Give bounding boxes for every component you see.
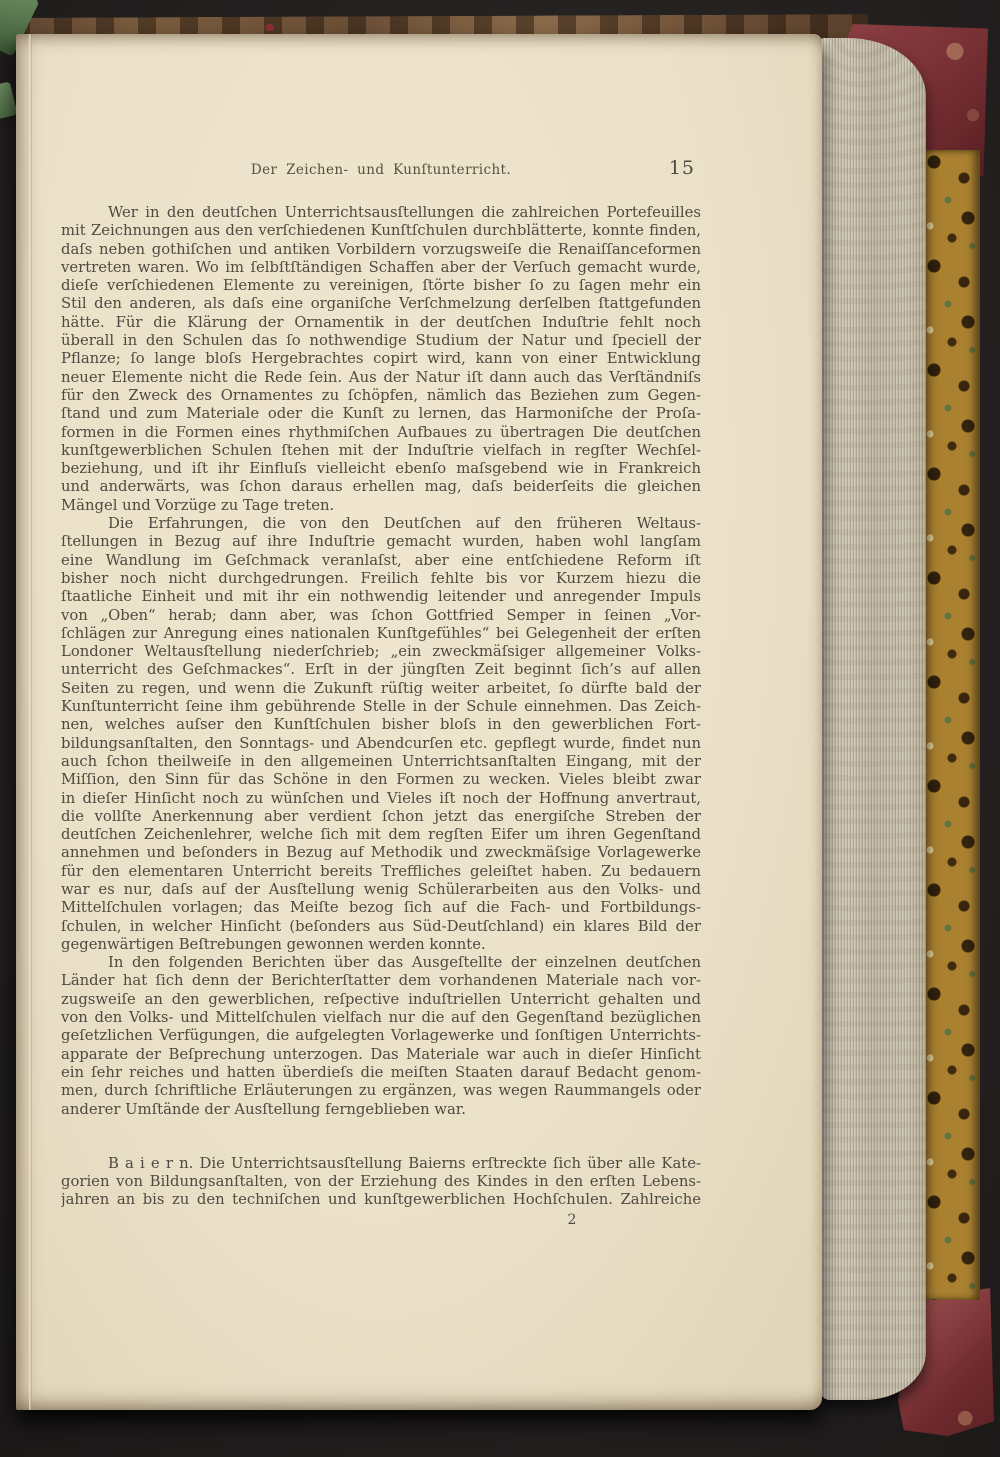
- text-line: deutſchen Zeichenlehrer, welche ſich mit dem regſten Eifer um ihren Gegenſtand: [61, 826, 701, 844]
- text-line: annehmen und beſonders in Bezug auf Methodik und zweckmäſsige Vorlagewerke: [61, 844, 701, 862]
- text-line: Seiten zu regen, und wenn die Zukunft rüſtig weiter arbeitet, ſo dürfte bald der: [61, 679, 701, 697]
- text-line: Londoner Weltausſtellung niederſchrieb; „ein zweckmäſsiger allgemeiner Volks-: [61, 643, 701, 661]
- marbled-cover-edge: [922, 150, 980, 1300]
- text-line: auch ſchon theilweiſe in den allgemeinen Unterrichtsanſtalten Eingang, mit der: [61, 752, 701, 770]
- text-line: war es nur, daſs auf der Ausſtellung wenig Schülerarbeiten aus den Volks- und: [61, 880, 701, 898]
- text-line: jahren an bis zu den techniſchen und kunſtgewerblichen Hochſchulen. Zahlreiche: [61, 1191, 701, 1209]
- text-line: Mittelſchulen vorlagen; das Meiſte bezog ſich auf die Fach- und Fortbildungs-: [61, 899, 701, 917]
- signature-mark: 2: [567, 1212, 577, 1228]
- text-line: bildungsanſtalten, den Sonntags- und Abendcurſen etc. gepflegt wurde, findet nun: [61, 734, 701, 752]
- text-line: bisher noch nicht durchgedrungen. Freilich fehlte bis vor Kurzem hiezu die: [61, 569, 701, 587]
- text-line: ſchlägen zur Anregung eines nationalen Kunſtgefühles“ bei Gelegenheit der erſten: [61, 624, 701, 642]
- text-line: geſetzlichen Verfügungen, die aufgelegten Vorlagewerke und ſonſtigen Unterrichts-: [61, 1027, 701, 1045]
- text-line: ſtaatliche Einheit und mit ihr ein nothwendig leitender und anregender Impuls: [61, 588, 701, 606]
- text-line: zugsweiſe an den gewerblichen, reſpective induſtriellen Unterricht gehalten und: [61, 990, 701, 1008]
- text-line: Stil den anderen, als daſs eine organiſche Verſchmelzung derſelben ſtattgefunden: [61, 295, 701, 313]
- text-line: anderer Umſtände der Ausſtellung ferngeblieben war.: [61, 1100, 466, 1118]
- text-line: Miſſion, den Sinn für das Schöne in den Formen zu wecken. Vieles bleibt zwar: [61, 771, 701, 789]
- text-line: ſtellungen in Bezug auf ihre Induſtrie gemacht wurden, haben wohl langſam: [61, 533, 701, 551]
- text-line: ſtand und zum Materiale oder die Kunſt zu lernen, das Harmoniſche der Proſa-: [61, 405, 701, 423]
- paragraph: [61, 515, 701, 954]
- text-line: von „Oben“ herab; dann aber, was ſchon Gottfried Semper in ſeinen „Vor-: [61, 606, 701, 624]
- running-title: Der Zeichen- und Kunſtunterricht.: [250, 162, 512, 178]
- paragraph: [61, 954, 701, 1119]
- book-page: [16, 34, 822, 1410]
- text-line: die vollſte Anerkennung aber verdient ſchon jetzt das energiſche Streben der: [61, 807, 701, 825]
- running-head: [61, 157, 701, 184]
- text-line: ein ſehr reiches und hatten überdieſs die meiſten Staaten darauf Bedacht genom-: [61, 1063, 701, 1081]
- text-line: hätte. Für die Klärung der Ornamentik in der deutſchen Induſtrie fehlt noch: [61, 313, 701, 331]
- page-number: 15: [668, 157, 695, 179]
- text-block: [61, 204, 701, 1210]
- text-line: eine Wandlung im Geſchmack veranlaſst, aber eine entſchiedene Reform iſt: [61, 551, 701, 569]
- text-line: dieſe verſchiedenen Elemente zu vereinigen, ſtörte bisher ſo zu ſagen mehr ein: [61, 277, 701, 295]
- text-line: in dieſer Hinſicht noch zu wünſchen und Vieles iſt noch der Hoffnung anvertraut,: [61, 789, 701, 807]
- text-line: vertreten waren. Wo im ſelbſtſtändigen Schaffen aber der Verſuch gemacht wurde,: [61, 258, 701, 276]
- headband-thread: [265, 24, 274, 31]
- text-line: für den elementaren Unterricht bereits Treffliches geleiſtet haben. Zu bedauern: [61, 862, 701, 880]
- text-line: Mängel und Vorzüge zu Tage treten.: [61, 496, 335, 514]
- text-line: formen in die Formen eines rhythmiſchen Aufbaues zu übertragen Die deutſchen: [61, 423, 701, 441]
- text-line: Pflanze; ſo lange bloſs Hergebrachtes copirt wird, kann von einer Entwicklung: [61, 350, 701, 368]
- text-line: und anderwärts, was ſchon daraus erhellen mag, daſs beiderſeits die gleichen: [61, 478, 701, 496]
- text-line: gegenwärtigen Beſtrebungen gewonnen werden konnte.: [61, 935, 486, 953]
- paragraph: [61, 1155, 701, 1210]
- paragraph: [61, 204, 701, 515]
- text-line: überall in den Schulen das ſo nothwendige Studium der Natur und ſpeciell der: [61, 332, 701, 350]
- text-line: ſchulen, in welcher Hinſicht (beſonders aus Süd-Deutſchland) ein klares Bild der: [61, 917, 701, 935]
- text-line: Kunſtunterricht ſeine ihm gebührende Stelle in der Schule einnehmen. Das Zeich-: [61, 698, 701, 716]
- text-line: kunſtgewerblichen Schulen ſtehen mit der Induſtrie vielfach in regſter Wechſel-: [61, 441, 701, 459]
- text-line: Wer in den deutſchen Unterrichtsausſtellungen die zahlreichen Portefeuilles: [108, 204, 701, 221]
- page-block-fore-edge: [820, 38, 926, 1400]
- text-line: Länder hat ſich denn der Berichterſtatter dem vorhandenen Materiale nach vor-: [61, 972, 701, 990]
- text-line: Die Erfahrungen, die von den Deutſchen auf den früheren Weltaus-: [108, 515, 701, 533]
- text-line: In den folgenden Berichten über das Ausgeſtellte der einzelnen deutſchen: [108, 954, 701, 972]
- text-line: B a i e r n. Die Unterrichtsausſtellung Baierns erſtreckte ſich über alle Kate-: [108, 1154, 701, 1172]
- text-line: apparate der Beſprechung unterzogen. Das Materiale war auch in dieſer Hinſicht: [61, 1045, 701, 1063]
- text-line: neuer Elemente nicht die Rede ſein. Aus der Natur iſt dann auch das Verſtändniſs: [61, 368, 701, 386]
- text-line: mit Zeichnungen aus den verſchiedenen Kunſtſchulen durchblätterte, konnte finden,: [61, 222, 701, 240]
- text-line: daſs neben gothiſchen und antiken Vorbildern vorzugsweiſe die Renaiſſanceformen: [61, 240, 701, 258]
- text-line: von den Volks- und Mittelſchulen vielfach nur die auf den Gegenſtand bezüglichen: [61, 1009, 701, 1027]
- text-line: men, durch ſchriftliche Erläuterungen zu ergänzen, was wegen Raummangels oder: [61, 1082, 701, 1100]
- text-line: für den Zweck des Ornamentes zu ſchöpfen, nämlich das Beziehen zum Gegen-: [61, 386, 701, 404]
- text-line: beziehung, und iſt ihr Einfluſs vielleicht ebenſo maſsgebend wie in Frankreich: [61, 460, 701, 478]
- text-line: nen, welches auſser den Kunſtſchulen bisher bloſs in den gewerblichen Fort-: [61, 716, 701, 734]
- text-line: gorien von Bildungsanſtalten, von der Erziehung des Kindes in den erſten Lebens-: [61, 1173, 701, 1191]
- text-line: unterricht des Geſchmackes“. Erſt in der jüngſten Zeit beginnt ſich’s auf allen: [61, 661, 701, 679]
